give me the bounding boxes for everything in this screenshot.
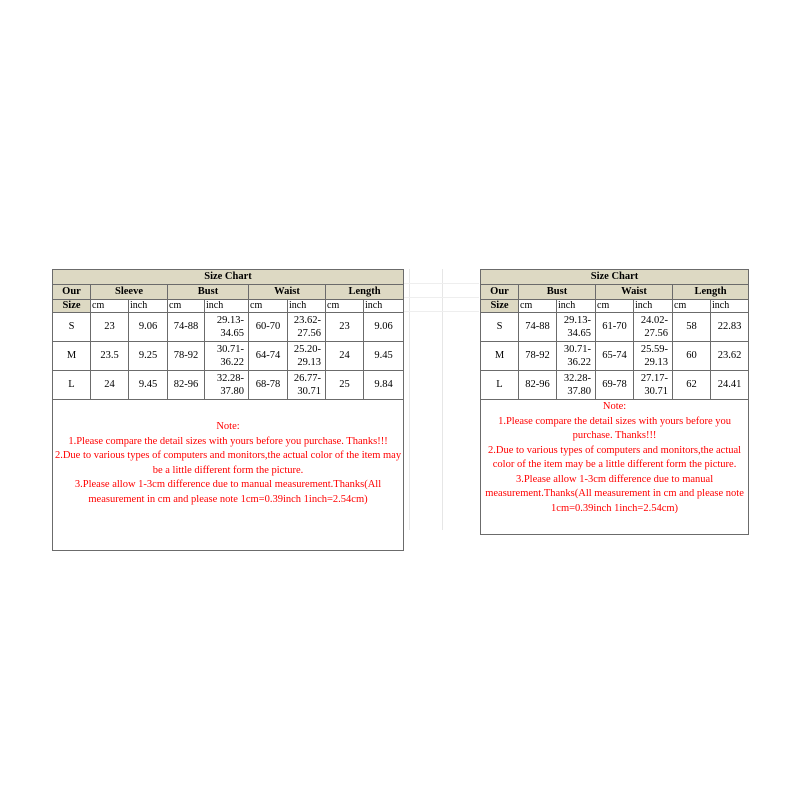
waist-cm-cell: 68-78 [249,371,288,400]
bust-inch-cell: 32.28-37.80 [205,371,249,400]
unit-cm: cm [596,300,634,313]
size-cell: S [481,313,519,342]
note-heading: Note: [216,421,240,432]
waist-inch-cell: 27.17-30.71 [634,371,673,400]
chart-title: Size Chart [53,270,404,285]
waist-cm-cell: 69-78 [596,371,634,400]
gridline [404,311,479,312]
length-inch-cell: 24.41 [711,371,749,400]
table-row [481,342,749,371]
note-block [481,400,749,535]
sleeve-cm-cell: 23 [91,313,129,342]
length-cm-cell: 25 [326,371,364,400]
column-header-size: Size [53,300,91,313]
length-cm-cell: 58 [673,313,711,342]
table-row [481,371,749,400]
waist-cm-cell: 65-74 [596,342,634,371]
sleeve-inch-cell: 9.25 [129,342,168,371]
sleeve-cm-cell: 23.5 [91,342,129,371]
bust-cm-cell: 78-92 [168,342,205,371]
bust-cm-cell: 78-92 [519,342,557,371]
unit-cm: cm [519,300,557,313]
column-header-waist: Waist [249,285,326,300]
unit-inch: inch [364,300,404,313]
unit-inch: inch [129,300,168,313]
size-chart-right [480,269,749,535]
note-heading: Note: [602,401,627,412]
table-row [481,313,749,342]
size-cell: S [53,313,91,342]
waist-cm-cell: 61-70 [596,313,634,342]
size-cell: L [481,371,519,400]
waist-inch-cell: 26.77-30.71 [288,371,326,400]
unit-cm: cm [249,300,288,313]
length-inch-cell: 22.83 [711,313,749,342]
bust-cm-cell: 74-88 [168,313,205,342]
unit-inch: inch [288,300,326,313]
sleeve-cm-cell: 24 [91,371,129,400]
sleeve-inch-cell: 9.45 [129,371,168,400]
bust-inch-cell: 30.71-36.22 [205,342,249,371]
waist-inch-cell: 24.02-27.56 [634,313,673,342]
note-block [53,400,404,551]
note-line-3: 3.Please allow 1-3cm difference due to manual measurement.Thanks(All measurement in cm and please note 1cm=0.39inch 1inch=2.54cm) [74,479,382,505]
unit-cm: cm [168,300,205,313]
sleeve-inch-cell: 9.06 [129,313,168,342]
unit-inch: inch [557,300,596,313]
gridline [404,297,479,298]
note-line-3: 3.Please allow 1-3cm difference due to manual measurement.Thanks(All measurement in cm and please note 1cm=0.39inch 1inch=2.54cm) [485,473,744,514]
length-cm-cell: 24 [326,342,364,371]
unit-inch: inch [634,300,673,313]
column-header-size: Size [481,300,519,313]
column-header-length: Length [673,285,749,300]
bust-inch-cell: 32.28-37.80 [557,371,596,400]
size-cell: L [53,371,91,400]
column-header-bust: Bust [519,285,596,300]
length-cm-cell: 60 [673,342,711,371]
bust-inch-cell: 29.13-34.65 [557,313,596,342]
bust-cm-cell: 82-96 [168,371,205,400]
length-inch-cell: 23.62 [711,342,749,371]
bust-inch-cell: 30.71-36.22 [557,342,596,371]
length-inch-cell: 9.84 [364,371,404,400]
length-cm-cell: 62 [673,371,711,400]
length-inch-cell: 9.45 [364,342,404,371]
note-line-2: 2.Due to various types of computers and monitors,the actual color of the item may be a little different form the picture. [487,444,742,470]
size-cell: M [53,342,91,371]
waist-inch-cell: 25.59-29.13 [634,342,673,371]
unit-cm: cm [326,300,364,313]
waist-inch-cell: 23.62-27.56 [288,313,326,342]
table-row [53,371,404,400]
column-header-waist: Waist [596,285,673,300]
note-line-2: 2.Due to various types of computers and monitors,the actual color of the item may be a little different form the picture. [54,450,402,476]
column-header-sleeve: Sleeve [91,285,168,300]
unit-cm: cm [91,300,129,313]
gridline [442,269,443,530]
note-line-1: 1.Please compare the detail sizes with yours before you purchase. Thanks!!! [68,435,388,447]
unit-cm: cm [673,300,711,313]
length-inch-cell: 9.06 [364,313,404,342]
unit-inch: inch [205,300,249,313]
note-line-1: 1.Please compare the detail sizes with yours before you purchase. Thanks!!! [498,415,732,441]
waist-cm-cell: 60-70 [249,313,288,342]
waist-cm-cell: 64-74 [249,342,288,371]
gridline [404,283,479,284]
gridline [409,269,410,530]
bust-cm-cell: 74-88 [519,313,557,342]
table-row [53,342,404,371]
size-chart-left [52,269,404,551]
column-header-length: Length [326,285,404,300]
chart-title: Size Chart [481,270,749,285]
size-cell: M [481,342,519,371]
column-header-our: Our [481,285,519,300]
bust-cm-cell: 82-96 [519,371,557,400]
column-header-bust: Bust [168,285,249,300]
bust-inch-cell: 29.13-34.65 [205,313,249,342]
length-cm-cell: 23 [326,313,364,342]
unit-inch: inch [711,300,749,313]
waist-inch-cell: 25.20-29.13 [288,342,326,371]
table-row [53,313,404,342]
column-header-our: Our [53,285,91,300]
